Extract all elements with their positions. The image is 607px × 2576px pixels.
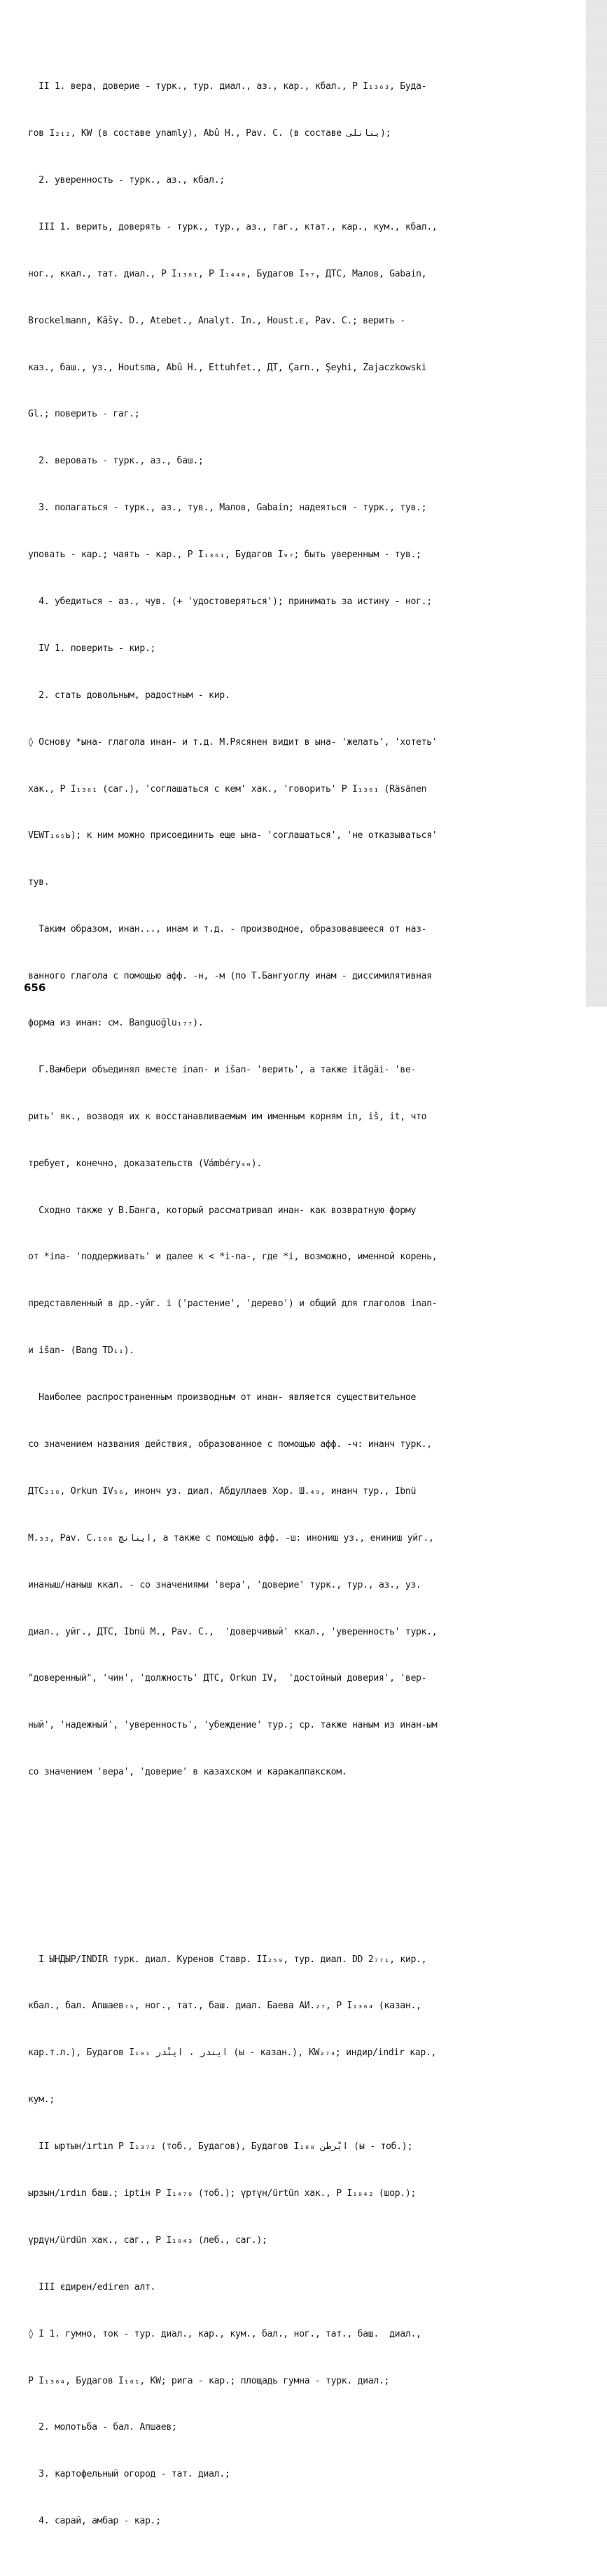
text-line: кум.;: [28, 2094, 55, 2106]
text-line: 4. сарай, амбар - кар.;: [28, 2516, 161, 2527]
text-line: кар.т.л.), Будагов I₁₀₁ ایندر ، اینْدر (ы - казан.), KW₂₇₃; индир/indir кар.,: [28, 2047, 437, 2059]
text-line: 2. уверенность - турк., аз., кбал.;: [28, 174, 225, 186]
text-line: тув.: [28, 877, 50, 888]
text-line: 4. убедиться - аз., чув. (+ 'удостоверяться'); принимать за истину - ног.;: [28, 596, 432, 607]
text-line: от *ina- 'поддерживать' и далее к < *i-na-, где *i, возможно, именной корень,: [28, 1252, 438, 1263]
text-line: со значением 'вера', 'доверие' в казахском и каракалпакском.: [28, 1767, 347, 1778]
text-line: инаныш/наныш ккал. - со значениями 'вера', 'доверие' турк., тур., аз., уз.: [28, 1579, 421, 1590]
text-line: Gl.; поверить - гаг.;: [28, 409, 140, 420]
text-line: форма из инан: см. Banguoğlu₁₇₇).: [28, 1018, 204, 1028]
text-line: үрдүн/ürdün хак., саг., Р I₁₈₄₃ (леб., саг.);: [28, 2234, 267, 2246]
text-line: "доверенный", 'чин', 'должность' ДТС, Orkun IV, 'достойный доверия', 'вер-: [28, 1673, 427, 1684]
text-line: ырзын/ırdın баш.; ірtін Р I₁₄₇₀ (тоб.); үртүн/ürtün хак., Р I₁₈₄₂ (шор.);: [28, 2188, 417, 2199]
text-line: ный', 'надежный', 'уверенность', 'убеждение' тур.; ср. также наным из инан-ым: [28, 1720, 438, 1731]
text-line: уповать - кар.; чаять - кар., Р I₁₃₆₁, Будагов I₉₇; быть уверенным - тув.;: [28, 550, 421, 561]
text-line: III 1. верить, доверять - турк., тур., аз., гаг., ктат., кар., кум., кбал.,: [28, 221, 438, 232]
text-line: Наиболее распространенным производным от инан- является существительное: [28, 1392, 417, 1404]
text-line: рить' як., возводя их к восстанавливаемым им именным корням in, iš, it, что: [28, 1111, 427, 1122]
text-line: II ыртын/ırtın Р I₁₃₇₂ (тоб., Будагов), Будагов I₁₈₈ ایْرطن (ы - тоб.);: [28, 2141, 413, 2152]
text-line: III єдирен/ediren алт.: [28, 2281, 156, 2292]
text-line: IV 1. поверить - кир.;: [28, 643, 156, 654]
text-line: кбал., бал. Апшаев₇₅, ног., тат., баш. диал. Баева АИ.₂₇, Р I₁₃₆₄ (казан.,: [28, 2001, 421, 2012]
entry-inan-continuation: [28, 48, 599, 1812]
text-line: диал., уйг., ДТС, Ibnü M., Pav. C., 'доверчивый' ккал., 'уверенность' турк.,: [28, 1626, 438, 1637]
entry-separator: [28, 1858, 599, 1874]
page-number: 656: [24, 981, 46, 994]
text-line: ног., ккал., тат. диал., Р I₁₃₆₁, Р I₁₄₄₀, Будагов I₉₇, ДТС, Малов, Gabain,: [28, 268, 427, 279]
text-line: ванного глагола с помощью афф. -н, -м (по Т.Бангуоглу инам - диссимилятивная: [28, 971, 432, 982]
text-line: ◊ I 1. гумно, ток - тур. диал., кар., кум., бал., ног., тат., баш. диал.,: [28, 2328, 421, 2339]
text-line: Таким образом, инан..., инам и т.д. - производное, образовавшееся от наз-: [28, 924, 427, 935]
text-line: Г.Вамбери объединял вместе inan- и išan- 'верить', а также itägäi- 'ве-: [28, 1064, 417, 1075]
text-line: I ЫНДЫР/INDIR турк. диал. Куренов Ставр. II₂₅₉, тур. диал. DD 2₇₇₁, кир.,: [28, 1954, 427, 1965]
text-line: 2. веровать - турк., аз., баш.;: [28, 456, 204, 467]
text-line: 2. молотьба - бал. Апшаев;: [28, 2422, 177, 2433]
text-line: и išan- (Bang TD₁₁).: [28, 1345, 134, 1357]
text-line: ДТС₂₁₈, Orkun IV₅₆, инонч уз. диал. Абдуллаев Хор. Ш.₄₉, инанч тур., Ibnü: [28, 1485, 417, 1497]
text-line: VEWT₁₆₅ь); к ним можно присоединить еще ына- 'соглашаться', 'не отказываться': [28, 830, 438, 841]
text-line: гов I₂₁₂, KW (в составе ynamly), Abû H., Pav. C. (в составе ینانلی);: [28, 128, 391, 139]
text-line: хак., Р I₁₃₆₁ (саг.), 'соглашаться с кем' хак., 'говорить' Р I₁₃₆₁ (Räsänen: [28, 783, 427, 794]
dictionary-page: [28, 17, 599, 2527]
text-line: 3. картофельный огород - тат. диал.;: [28, 2469, 230, 2480]
text-line: 3. полагаться - турк., аз., тув., Малов, Gabain; надеяться - турк., тув.;: [28, 503, 427, 514]
text-line: ◊ Основу *ына- глагола инан- и т.д. М.Рясянен видит в ына- 'желать', 'хотеть': [28, 736, 438, 748]
text-line: Сходно также у В.Банга, который рассматривал инан- как возвратную форму: [28, 1205, 417, 1216]
text-line: M.₃₃, Pav. C.₁₀₈ اینانچ, а также с помощью афф. -ш: инониш уз., ениниш уйг.,: [28, 1532, 434, 1544]
text-line: Р I₁₃₆₄, Будагов I₁₀₁, KW; рига - кар.; площадь гумна - турк. диал.;: [28, 2375, 390, 2386]
text-line: требует, конечно, доказательств (Vámbéry₄₀).: [28, 1158, 262, 1169]
text-line: представленный в др.-уйг. i ('растение', 'дерево') и общий для глаголов inan-: [28, 1298, 438, 1310]
entry-yndyr: [28, 1921, 599, 2561]
text-line: 2. стать довольным, радостным - кир.: [28, 690, 230, 701]
text-line: со значением названия действия, образованное с помощью афф. -ч: инанч турк.,: [28, 1439, 432, 1450]
text-line: каз., баш., уз., Houtsma, Abû H., Ettuhfet., ДТ, Çarn., Şeyhi, Zajaczkowski: [28, 362, 427, 373]
text-line: Brockelmann, Kāšγ. D., Atebet., Analyt. In., Houst.ᴇ, Pav. C.; верить -: [28, 315, 405, 326]
text-line: II 1. вера, доверие - турк., тур. диал., аз., кар., кбал., Р I₁₃₆₃, Буда-: [28, 81, 427, 92]
